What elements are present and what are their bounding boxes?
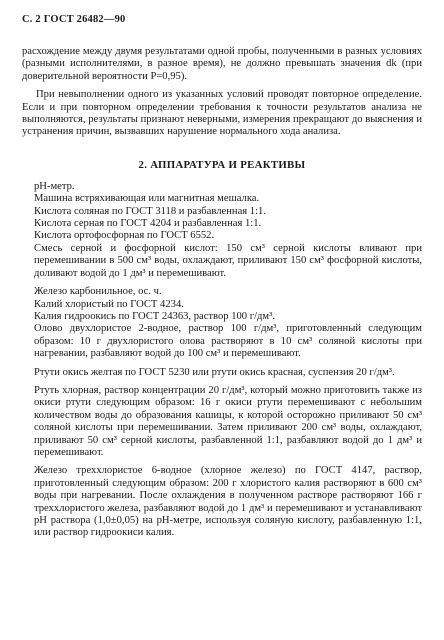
list-item: Ртути окись желтая по ГОСТ 5230 или ртути окись красная, суспензия 20 г/дм³. bbox=[34, 366, 395, 378]
list-item: Смесь серной и фосфорной кислот: 150 см³ серной кислоты вливают при перемешивании в 500 см³ воды, охлаждают, приливают 150 см³ фосфорной кислоты, доливают водой до 1 дм³ и перемешивают. bbox=[34, 242, 422, 279]
section-heading: 2. АППАРАТУРА И РЕАКТИВЫ bbox=[138, 158, 306, 171]
list-item: Калий хлористый по ГОСТ 4234. bbox=[34, 298, 184, 310]
intro-paragraph-2: При невыполнении одного из указанных условий проводят повторное определение. Если и при повторном определении требования к точности результатов анализа не выполняются, результаты признают неверными, измерения прекращают до выяснения и устранения причин, вызвавших нарушение нормального хода анализа. bbox=[22, 89, 422, 138]
list-item: рН-метр. bbox=[34, 180, 75, 192]
list-item: Олово двухлористое 2-водное, раствор 100 г/дм³, приготовленный следующим образом: 10 г двухлористого олова растворяют в 10 см³ соляной кислоты при нагревании, разбавляют водой до 100 см³ и перемешивают. bbox=[34, 323, 422, 360]
list-item: Калия гидроокись по ГОСТ 24363, раствор 100 г/дм³. bbox=[34, 310, 275, 322]
page-content bbox=[22, 46, 422, 540]
list-item: Кислота соляная по ГОСТ 3118 и разбавленная 1:1. bbox=[34, 205, 266, 217]
list-item: Ртуть хлорная, раствор концентрации 20 г/дм³, который можно приготовить также из окиси ртути следующим образом: 16 г окиси ртути перемешивают с небольшим количеством воды до образования кашицы, к которой осторожно приливают 50 см³ соляной кислоты при перемешивании. Затем приливают 200 см³ воды, охлаждают, приливают 50 см³ серной кислоты, разбавленной 1:1, разбавляют водой до 1 дм³ и перемешивают. bbox=[34, 384, 422, 458]
intro-paragraph-1: расхождение между двумя результатами одной пробы, полученными в разных условиях (разными исполнителями, в разное время), не должно превышать значения dk (при доверительной вероятности P=0,95). bbox=[22, 46, 422, 82]
reagent-list bbox=[34, 181, 422, 540]
list-item: Машина встряхивающая или магнитная мешалка. bbox=[34, 193, 260, 205]
list-item: Кислота ортофосфорная по ГОСТ 6552. bbox=[34, 230, 215, 242]
list-item: Железо треххлористое 6-водное (хлорное железо) по ГОСТ 4147, раствор, приготовленный следующим образом: 200 г хлористого калия растворяют в 600 см³ воды при нагревании. После охлаждения в полученном растворе растворяют 166 г треххлористого железа, разбавляют водой до 1 дм³ и перемешивают и устанавливают рН раствора (1,0±0,05) на рН-метре, используя соляную кислоту, разбавленную 1:1, или раствор гидроокиси калия. bbox=[34, 465, 422, 539]
list-item: Железо карбонильное, ос. ч. bbox=[34, 286, 162, 298]
page-header: С. 2 ГОСТ 26482—90 bbox=[22, 14, 126, 25]
list-item: Кислота серная по ГОСТ 4204 и разбавленная 1:1. bbox=[34, 218, 262, 230]
